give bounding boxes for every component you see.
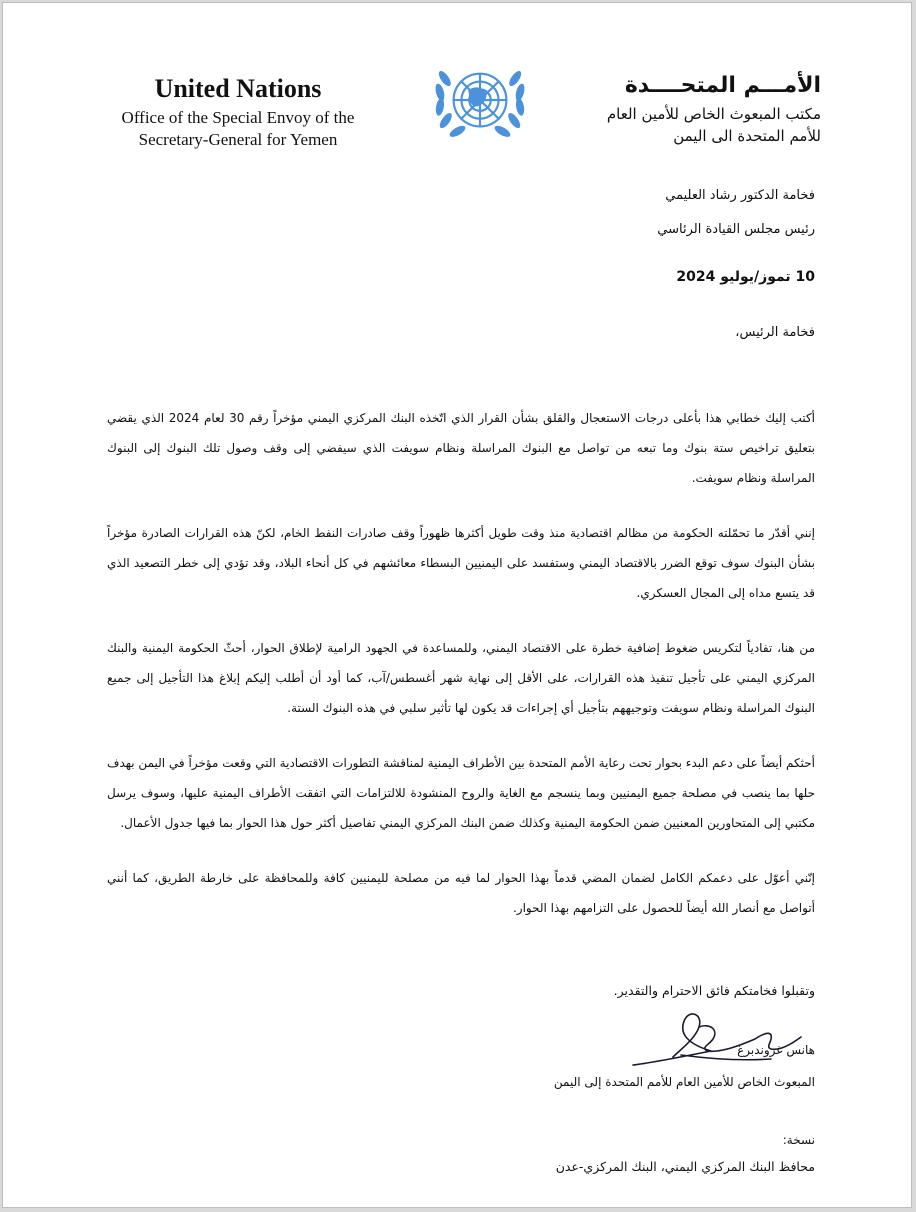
office-line-1-ar: مكتب المبعوث الخاص للأمين العام	[606, 105, 821, 123]
office-line-2-en: Secretary-General for Yemen	[138, 130, 338, 149]
closing-line: وتقبلوا فخامتكم فائق الاحترام والتقدير.	[613, 983, 815, 998]
addressee-title: رئيس مجلس القيادة الرئاسي	[657, 222, 815, 237]
salutation: فخامة الرئيس،	[735, 325, 815, 340]
un-title-ar: الأمـــم المتحــــدة	[624, 73, 821, 98]
office-line-1-en: Office of the Special Envoy of the	[121, 108, 355, 127]
signer-name: هانس غروندبرغ	[737, 1043, 815, 1057]
paragraph-4: أحثكم أيضاً على دعم البدء بحوار تحت رعاية الأمم المتحدة بين الأطراف اليمنية لمناقشة التطورات الاقتصادية التي وقعت مؤخراً في اليمن بهدف حلها بما ينصب في مصلحة جميع اليمنيين وبما ينسجم مع الغاية والروح المنشودة للالتزامات التي اتفقت الأطراف اليمنية عليها، وسوف يرسل مكتبي إلى المتحاورين المعنيين ضمن الحكومة اليمنية وكذلك ضمن البنك المركزي اليمني تفاصيل أكثر حول هذا الحوار بما فيها جدول الأعمال.	[107, 756, 815, 830]
copy-label: نسخة:	[782, 1133, 815, 1147]
addressee-block	[295, 179, 815, 247]
letter-body	[107, 403, 815, 948]
paragraph-5: إنّني أعوّل على دعمكم الكامل لضمان المضي قدماً بهذا الحوار لما فيه من مصلحة لليمنيين كافة وللمحافظة على خارطة الطريق، كما أنني أتواصل مع أنصار الله أيضاً للحصول على التزامهم بهذا الحوار.	[107, 871, 815, 915]
copy-recipient: محافظ البنك المركزي اليمني، البنك المركزي-عدن	[555, 1159, 815, 1174]
paragraph-3: من هنا، تفادياً لتكريس ضغوط إضافية خطرة على الاقتصاد اليمني، وللمساعدة في الجهود الرامية لإطلاق الحوار، أحثّ الحكومة اليمنية والبنك المركزي اليمني على تأجيل تنفيذ هذه القرارات، على الأقل إلى نهاية شهر أغسطس/آب، كما أود أن أطلب إليكم إبلاغ هذا التأجيل إلى جميع البنوك المراسلة ونظام سويفت وتوجيههم بتأجيل أي إجراءات قد يكون لها تأثير سلبي في هذه البنوك الستة.	[107, 641, 815, 715]
header-english	[83, 71, 393, 151]
un-title-en: United Nations	[154, 74, 322, 103]
handwritten-signature	[621, 1005, 807, 1079]
office-line-2-ar: للأمم المتحدة الى اليمن	[673, 127, 821, 145]
signer-title: المبعوث الخاص للأمين العام للأمم المتحدة إلى اليمن	[553, 1075, 815, 1089]
paragraph-2: إنني أقدّر ما تحمّلته الحكومة من مظالم اقتصادية منذ وقت طويل أكثرها ظهوراً وقف صادرات النفط الخام، لكنّ هذه القرارات الصادرة مؤخراً بشأن البنوك سوف توقع الضرر بالاقتصاد اليمني وستفسد على اليمنيين البسطاء معائشهم في كل أنحاء البلاد، وقد تؤدي إلى خطر التصعيد الذي قد يتسع مداه إلى المجال العسكري.	[107, 526, 815, 600]
header-arabic	[501, 69, 821, 147]
paragraph-1: أكتب إليك خطابي هذا بأعلى درجات الاستعجال والقلق بشأن القرار الذي اتّخذه البنك المركزي اليمني مؤخراً رقم 30 لعام 2024 الذي يقضي بتعليق تراخيص ستة بنوك وما تبعه من تواصل مع البنوك المراسلة ونظام سويفت الذي سيفضي إلى وقف وصول تلك البنوك إلى البنوك المراسلة ونظام سويفت.	[107, 411, 815, 485]
letter-date: 10 تموز/يوليو 2024	[676, 269, 815, 285]
letter-page	[2, 2, 912, 1208]
addressee-name: فخامة الدكتور رشاد العليمي	[665, 188, 815, 203]
